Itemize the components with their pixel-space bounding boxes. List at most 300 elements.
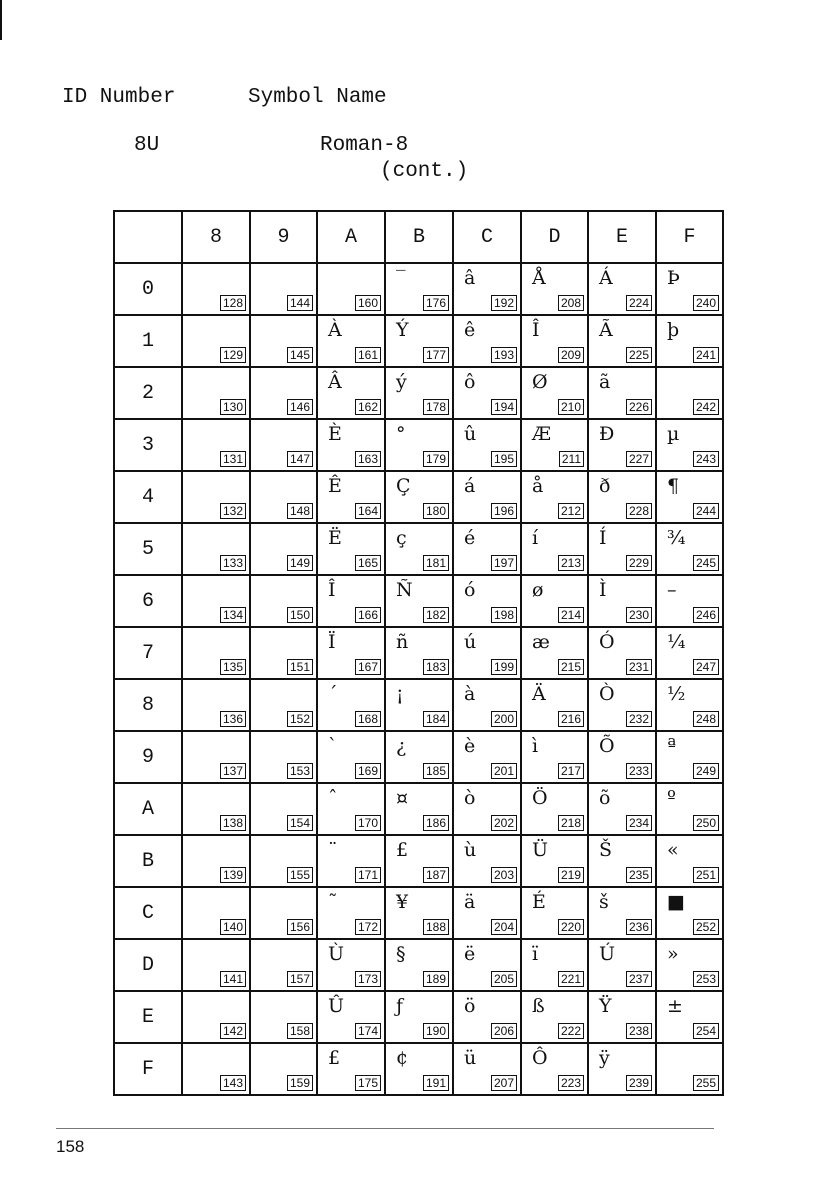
- char-cell: [250, 991, 317, 1043]
- row-header: F: [114, 1043, 182, 1095]
- char-cell: [250, 419, 317, 471]
- char-code: 136: [220, 711, 246, 727]
- char-glyph: «: [667, 839, 679, 861]
- char-glyph: Í: [599, 527, 607, 549]
- char-cell: [588, 575, 656, 627]
- char-code: 150: [287, 607, 313, 623]
- char-glyph: ë: [464, 943, 476, 965]
- char-code: 212: [558, 503, 584, 519]
- char-glyph: µ: [667, 423, 680, 445]
- row-header: 2: [114, 367, 182, 419]
- char-cell: [182, 315, 250, 367]
- char-code: 148: [287, 503, 313, 519]
- char-cell: [250, 679, 317, 731]
- char-code: 141: [220, 971, 246, 987]
- char-cell: [521, 471, 588, 523]
- char-cell: [588, 887, 656, 939]
- char-code: 139: [220, 867, 246, 883]
- char-cell: [453, 835, 521, 887]
- row-header: C: [114, 887, 182, 939]
- char-code: 152: [287, 711, 313, 727]
- char-glyph: Ó: [599, 631, 615, 653]
- char-cell: [521, 887, 588, 939]
- char-code: 191: [423, 1075, 449, 1091]
- row-header: 0: [114, 263, 182, 315]
- char-code: 204: [491, 919, 517, 935]
- char-code: 217: [558, 763, 584, 779]
- char-code: 171: [355, 867, 381, 883]
- char-code: 180: [423, 503, 449, 519]
- char-glyph: ó: [464, 579, 476, 601]
- char-code: 190: [423, 1023, 449, 1039]
- table-row: [114, 367, 723, 419]
- char-cell: [656, 315, 723, 367]
- char-cell: [588, 263, 656, 315]
- char-glyph: £: [396, 839, 409, 861]
- char-cell: [250, 835, 317, 887]
- char-glyph: »: [667, 943, 679, 965]
- char-glyph: à: [464, 683, 476, 705]
- char-cell: [317, 939, 385, 991]
- char-code: 216: [558, 711, 584, 727]
- char-glyph: ì: [532, 735, 539, 757]
- char-code: 211: [559, 451, 584, 467]
- char-code: 198: [491, 607, 517, 623]
- char-code: 233: [626, 763, 652, 779]
- char-cell: [656, 419, 723, 471]
- char-code: 175: [355, 1075, 381, 1091]
- char-cell: [588, 835, 656, 887]
- corner-cell: [114, 211, 182, 263]
- char-code: 208: [558, 295, 584, 311]
- char-cell: [656, 627, 723, 679]
- char-code: 154: [287, 815, 313, 831]
- char-cell: [182, 471, 250, 523]
- char-code: 188: [423, 919, 449, 935]
- column-header: C: [453, 211, 521, 263]
- char-code: 164: [355, 503, 381, 519]
- char-code: 242: [693, 399, 719, 415]
- char-cell: [385, 783, 453, 835]
- char-code: 253: [693, 971, 719, 987]
- char-code: 138: [220, 815, 246, 831]
- char-glyph: È: [328, 423, 342, 445]
- column-header: A: [317, 211, 385, 263]
- char-cell: [588, 523, 656, 575]
- table-row: [114, 835, 723, 887]
- char-glyph: Ä: [532, 683, 546, 705]
- char-code: 185: [423, 763, 449, 779]
- char-cell: [182, 575, 250, 627]
- char-glyph: Ø: [532, 371, 548, 393]
- row-header: D: [114, 939, 182, 991]
- char-glyph: å: [532, 475, 544, 497]
- char-cell: [250, 315, 317, 367]
- char-glyph: ï: [532, 943, 539, 965]
- char-glyph: ‾: [396, 267, 406, 289]
- char-code: 156: [287, 919, 313, 935]
- char-glyph: Ì: [599, 579, 607, 601]
- char-cell: [521, 939, 588, 991]
- char-cell: [656, 575, 723, 627]
- char-code: 246: [693, 607, 719, 623]
- char-glyph: °: [396, 423, 406, 445]
- char-cell: [521, 731, 588, 783]
- char-code: 223: [558, 1075, 584, 1091]
- char-cell: [588, 731, 656, 783]
- char-code: 214: [558, 607, 584, 623]
- char-code: 184: [423, 711, 449, 727]
- char-code: 243: [693, 451, 719, 467]
- char-cell: [317, 1043, 385, 1095]
- character-set-table: [113, 210, 724, 1096]
- char-glyph: ¾: [667, 527, 686, 549]
- char-cell: [588, 627, 656, 679]
- char-cell: [453, 991, 521, 1043]
- char-glyph: º: [667, 787, 676, 809]
- char-cell: [250, 1043, 317, 1095]
- char-code: 206: [491, 1023, 517, 1039]
- char-code: 220: [558, 919, 584, 935]
- char-code: 129: [220, 347, 246, 363]
- char-code: 231: [626, 659, 652, 675]
- char-glyph: š: [599, 891, 609, 913]
- char-cell: [521, 523, 588, 575]
- char-glyph: £: [328, 1047, 341, 1069]
- char-cell: [317, 679, 385, 731]
- char-glyph: Õ: [599, 735, 615, 757]
- char-cell: [385, 679, 453, 731]
- char-cell: [250, 731, 317, 783]
- char-code: 128: [220, 295, 246, 311]
- table-row: [114, 471, 723, 523]
- char-cell: [588, 679, 656, 731]
- char-glyph: Ö: [532, 787, 548, 809]
- char-cell: [453, 315, 521, 367]
- char-cell: [182, 939, 250, 991]
- char-glyph: ¿: [396, 735, 407, 757]
- id-number-value: 8U: [134, 134, 160, 157]
- char-glyph: Ù: [328, 943, 345, 965]
- table-row: [114, 939, 723, 991]
- char-glyph: Â: [328, 371, 342, 393]
- char-cell: [250, 939, 317, 991]
- char-cell: [453, 263, 521, 315]
- char-code: 132: [220, 503, 246, 519]
- table-row: [114, 991, 723, 1043]
- char-cell: [588, 471, 656, 523]
- char-glyph: Ê: [328, 475, 342, 497]
- char-code: 230: [626, 607, 652, 623]
- char-code: 134: [220, 607, 246, 623]
- table-row: [114, 627, 723, 679]
- char-glyph: é: [464, 527, 476, 549]
- char-code: 142: [220, 1023, 246, 1039]
- char-glyph: Đ: [599, 423, 615, 445]
- char-cell: [521, 367, 588, 419]
- char-code: 195: [491, 451, 517, 467]
- char-code: 167: [355, 659, 381, 675]
- char-cell: [453, 887, 521, 939]
- char-code: 182: [423, 607, 449, 623]
- char-code: 221: [558, 971, 584, 987]
- char-cell: [521, 783, 588, 835]
- char-glyph: ´: [328, 683, 338, 705]
- char-glyph: ƒ: [396, 995, 404, 1017]
- char-cell: [182, 263, 250, 315]
- char-cell: [250, 887, 317, 939]
- char-code: 215: [558, 659, 584, 675]
- char-glyph: Þ: [667, 267, 680, 289]
- char-glyph: ñ: [396, 631, 409, 653]
- continued-label: (cont.): [380, 160, 469, 183]
- char-code: 205: [491, 971, 517, 987]
- char-code: 146: [287, 399, 313, 415]
- char-glyph: ¤: [396, 787, 409, 809]
- char-glyph: ù: [464, 839, 477, 861]
- char-glyph: Ã: [599, 319, 613, 341]
- char-glyph: ã: [599, 371, 611, 393]
- char-glyph: è: [464, 735, 476, 757]
- char-cell: [385, 991, 453, 1043]
- char-cell: [317, 575, 385, 627]
- char-code: 186: [423, 815, 449, 831]
- char-cell: [317, 887, 385, 939]
- char-code: 158: [287, 1023, 313, 1039]
- char-cell: [385, 887, 453, 939]
- char-code: 237: [626, 971, 652, 987]
- char-cell: [588, 367, 656, 419]
- char-cell: [656, 523, 723, 575]
- char-code: 194: [491, 399, 517, 415]
- char-code: 163: [355, 451, 381, 467]
- char-glyph: À: [328, 319, 342, 341]
- char-code: 130: [220, 399, 246, 415]
- char-code: 241: [693, 347, 719, 363]
- char-cell: [182, 679, 250, 731]
- char-code: 174: [355, 1023, 381, 1039]
- char-glyph: ª: [667, 735, 677, 757]
- char-cell: [385, 263, 453, 315]
- char-cell: [521, 627, 588, 679]
- char-glyph: Š: [599, 839, 613, 861]
- char-cell: [182, 523, 250, 575]
- char-glyph: æ: [532, 631, 550, 653]
- char-code: 252: [693, 919, 719, 935]
- char-cell: [250, 627, 317, 679]
- char-glyph: â: [464, 267, 476, 289]
- char-cell: [385, 835, 453, 887]
- row-header: 1: [114, 315, 182, 367]
- char-code: 197: [491, 555, 517, 571]
- char-cell: [385, 419, 453, 471]
- char-glyph: ■: [667, 891, 685, 913]
- char-code: 199: [491, 659, 517, 675]
- row-header: E: [114, 991, 182, 1043]
- char-cell: [317, 523, 385, 575]
- char-code: 196: [491, 503, 517, 519]
- column-header: B: [385, 211, 453, 263]
- char-glyph: Î: [532, 319, 540, 341]
- char-glyph: ˆ: [328, 787, 338, 809]
- char-cell: [182, 731, 250, 783]
- char-code: 209: [558, 347, 584, 363]
- char-cell: [656, 1043, 723, 1095]
- char-cell: [656, 731, 723, 783]
- row-header: 3: [114, 419, 182, 471]
- char-cell: [385, 367, 453, 419]
- char-code: 218: [558, 815, 584, 831]
- char-glyph: Ò: [599, 683, 615, 705]
- char-glyph: ¨: [328, 839, 338, 861]
- char-glyph: ¢: [396, 1047, 409, 1069]
- char-cell: [453, 627, 521, 679]
- symbol-name-heading: Symbol Name: [248, 86, 387, 109]
- char-glyph: õ: [599, 787, 611, 809]
- row-header: 8: [114, 679, 182, 731]
- char-glyph: ü: [464, 1047, 477, 1069]
- char-glyph: Û: [328, 995, 345, 1017]
- char-cell: [453, 419, 521, 471]
- char-glyph: Ç: [396, 475, 411, 497]
- char-glyph: ¥: [396, 891, 409, 913]
- char-glyph: û: [464, 423, 477, 445]
- char-glyph: ô: [464, 371, 476, 393]
- char-code: 235: [626, 867, 652, 883]
- char-glyph: `: [328, 735, 338, 757]
- char-code: 157: [287, 971, 313, 987]
- char-code: 249: [693, 763, 719, 779]
- char-code: 250: [693, 815, 719, 831]
- char-cell: [588, 991, 656, 1043]
- char-code: 227: [626, 451, 652, 467]
- table-row: [114, 679, 723, 731]
- char-glyph: ø: [532, 579, 544, 601]
- char-code: 155: [287, 867, 313, 883]
- char-glyph: ð: [599, 475, 611, 497]
- char-cell: [250, 575, 317, 627]
- table-row: [114, 887, 723, 939]
- char-code: 207: [491, 1075, 517, 1091]
- char-cell: [588, 419, 656, 471]
- char-cell: [453, 575, 521, 627]
- char-glyph: ú: [464, 631, 477, 653]
- char-glyph: ý: [396, 371, 407, 393]
- char-code: 144: [287, 295, 313, 311]
- char-cell: [182, 419, 250, 471]
- char-code: 170: [355, 815, 381, 831]
- char-glyph: Ï: [328, 631, 336, 653]
- char-glyph: ±: [667, 995, 683, 1017]
- char-cell: [317, 471, 385, 523]
- char-glyph: Ý: [396, 319, 409, 341]
- char-cell: [317, 835, 385, 887]
- char-code: 238: [626, 1023, 652, 1039]
- char-cell: [521, 575, 588, 627]
- column-header: F: [656, 211, 723, 263]
- char-cell: [588, 783, 656, 835]
- char-code: 229: [626, 555, 652, 571]
- row-header: B: [114, 835, 182, 887]
- char-code: 177: [423, 347, 449, 363]
- char-cell: [656, 367, 723, 419]
- char-cell: [656, 939, 723, 991]
- char-cell: [317, 991, 385, 1043]
- char-cell: [182, 367, 250, 419]
- char-code: 143: [220, 1075, 246, 1091]
- char-code: 240: [693, 295, 719, 311]
- char-code: 145: [287, 347, 313, 363]
- char-cell: [385, 731, 453, 783]
- char-cell: [182, 887, 250, 939]
- char-cell: [182, 783, 250, 835]
- char-glyph: ö: [464, 995, 476, 1017]
- table-row: [114, 315, 723, 367]
- char-code: 219: [558, 867, 584, 883]
- char-cell: [317, 627, 385, 679]
- char-code: 232: [626, 711, 652, 727]
- char-glyph: Å: [532, 267, 546, 289]
- char-code: 189: [423, 971, 449, 987]
- char-code: 179: [423, 451, 449, 467]
- char-code: 236: [626, 919, 652, 935]
- row-header: A: [114, 783, 182, 835]
- column-header: 8: [182, 211, 250, 263]
- char-cell: [317, 263, 385, 315]
- char-cell: [453, 523, 521, 575]
- char-cell: [656, 263, 723, 315]
- char-cell: [453, 367, 521, 419]
- char-code: 172: [355, 919, 381, 935]
- char-glyph: þ: [667, 319, 680, 341]
- char-code: 193: [491, 347, 517, 363]
- char-cell: [250, 263, 317, 315]
- table-row: [114, 419, 723, 471]
- table-row: [114, 783, 723, 835]
- char-glyph: Ú: [599, 943, 616, 965]
- char-glyph: É: [532, 891, 546, 913]
- id-number-heading: ID Number: [62, 86, 176, 109]
- char-glyph: ˜: [328, 891, 338, 913]
- char-glyph: ß: [532, 995, 545, 1017]
- char-cell: [588, 1043, 656, 1095]
- char-cell: [250, 471, 317, 523]
- char-cell: [588, 939, 656, 991]
- char-glyph: Á: [599, 267, 613, 289]
- char-code: 247: [693, 659, 719, 675]
- row-header: 7: [114, 627, 182, 679]
- char-cell: [521, 1043, 588, 1095]
- char-code: 201: [491, 763, 517, 779]
- char-glyph: ¼: [667, 631, 686, 653]
- char-cell: [521, 991, 588, 1043]
- table-row: [114, 575, 723, 627]
- char-glyph: Î: [328, 579, 336, 601]
- char-cell: [317, 315, 385, 367]
- char-code: 213: [558, 555, 584, 571]
- symbol-name-value: Roman-8: [320, 134, 409, 157]
- char-code: 222: [558, 1023, 584, 1039]
- char-glyph: ç: [396, 527, 407, 549]
- char-cell: [521, 835, 588, 887]
- char-code: 181: [423, 555, 449, 571]
- table-row: [114, 523, 723, 575]
- row-header: 4: [114, 471, 182, 523]
- char-code: 176: [423, 295, 449, 311]
- char-code: 149: [287, 555, 313, 571]
- char-code: 162: [355, 399, 381, 415]
- char-glyph: Ü: [532, 839, 549, 861]
